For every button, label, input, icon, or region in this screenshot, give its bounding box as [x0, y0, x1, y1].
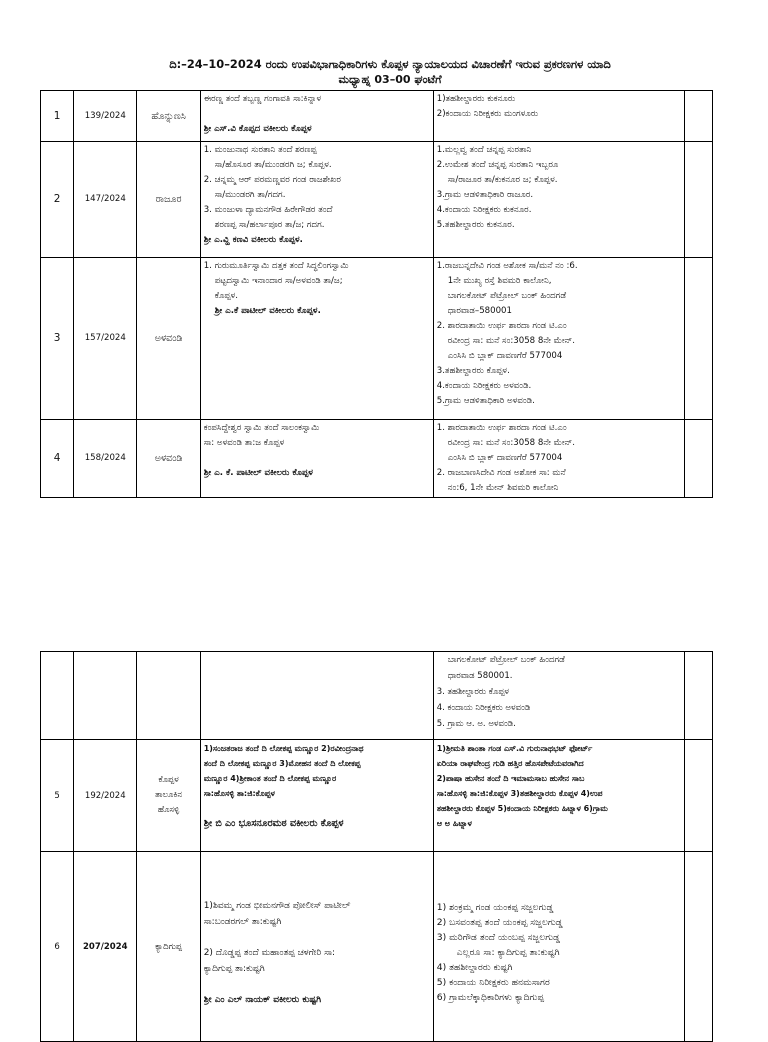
petitioner-cell [200, 652, 433, 740]
respondent-line: 1)ತಹಶೀಲ್ದಾರರು ಕುಕನೂರು [436, 94, 516, 104]
table-row [41, 142, 713, 258]
petitioner-line: ಸಾ:ಹೊಸಳ್ಳಿ ತಾ:ಜಿ:ಕೊಪ್ಪಳ [203, 789, 275, 798]
respondent-line: ಎಂಸಿಸಿ ಬಿ ಬ್ಲಾಕ್ ದಾವಣಗೆರೆ 577004 [447, 351, 563, 361]
respondent-line: 4.ಕಂದಾಯ ನಿರೀಕ್ಷಕರು ಕುಕನೂರ. [436, 205, 532, 215]
respondent-line: 1.ರಾಜಬನ್ನದೇವಿ ಗಂಡ ಅಶೋಕ ಸಾ/ಮನೆ ನಂ :6. [436, 261, 578, 271]
respondent-cell [433, 142, 684, 258]
respondent-line: 1. ಶಾರದಾತಾಯಿ ಉರ್ಫ ಶಾರದಾ ಗಂಡ ಟಿ.ಎಂ [436, 423, 567, 433]
respondent-cell [433, 91, 684, 142]
village-line: ತಾಲೂಕಿನ [154, 790, 183, 800]
petitioner-line: ಶರಣಪ್ಪ ಸಾ/ಹರ್ಲಾಪೂರ ತಾ/ಜ; ಗದಗ. [214, 220, 325, 230]
petitioner-line: ಈರಣ್ಣ ತಂದೆ ತಬ್ಬಣ್ಣ ಗಂಗಾವತಿ ಸಾ:ಕಿನ್ನಾಳ [203, 94, 322, 104]
respondent-line: 2. ರಾಜಬಾಣಸಿದೇವಿ ಗಂಡ ಅಶೋಕ ಸಾ: ಮನೆ [436, 468, 566, 478]
respondent-line: ಸಾ:ಹೊಸಳ್ಳಿ ತಾ:ಜಿ:ಕೊಪ್ಪಳ 3)ತಹಶೀಲ್ದಾರರು ಕೊಪ್ಪಳ 4)ಉಪ [436, 789, 603, 798]
village-name [137, 740, 200, 852]
petitioner-cell [200, 258, 433, 420]
respondent-line: 1.ಮಲ್ಲವ್ವ ತಂದೆ ಚನ್ನಪ್ಪ ಸುರತಾನಿ [436, 145, 532, 155]
respondent-line: 2)ಕಂದಾಯ ನಿರೀಕ್ಷಕರು ಮಂಗಳೂರು [436, 109, 539, 119]
respondent-line: ಎಲ್ಲರೂ ಸಾ: ಕ್ಯಾದಿಗುಪ್ಪ ತಾ:ಕುಷ್ಟಗಿ [456, 947, 560, 958]
serial-number: 1 [41, 91, 74, 142]
case-number: 157/2024 [74, 258, 137, 420]
case-table-page-1 [40, 90, 713, 498]
petitioner-line: ಮಣ್ಣೂರ 4)ಶ್ರೀಕಾಂತ ತಂದೆ ದಿ ಲೋಕಪ್ಪ ಮಣ್ಣೂರ [203, 774, 337, 783]
advocate-name: ಶ್ರೀ ಎಂ ಎಲ್ ನಾಯಕ್ ವಕೀಲರು ಕುಷ್ಟಗಿ [203, 995, 322, 1005]
case-number: 158/2024 [74, 420, 137, 498]
case-number: 207/2024 [74, 852, 137, 1042]
respondent-line: 3) ಮರಿಗೌಡ ತಂದೆ ಯಂಬಪ್ಪ ಸಜ್ಜಲಗುಡ್ಡ [436, 932, 561, 943]
respondent-line: 4) ತಹಶೀಲ್ದಾರರು ಕುಷ್ಟಗಿ [436, 962, 513, 973]
petitioner-line: 1)ಶಿವಮ್ಮ ಗಂಡ ಭೀಮನಗೌಡ ಪೋಲೀಸ್ ಪಾಟೀಲ್ [203, 901, 351, 911]
respondent-line: 1)ಶ್ರೀಮತಿ ಶಾಂತಾ ಗಂಡ ಎಸ್.ವಿ ಗುರುನಾಥಭಟ್ ಫೋರ್ಟ್ [436, 744, 593, 753]
respondent-line: ಧಾರವಾಡ–580001 [447, 306, 512, 316]
remarks-cell [684, 852, 712, 1042]
petitioner-line: ಸಾ/ಹೊಸೂರ ತಾ/ಮುಂಡರಗಿ ಜ; ಕೊಪ್ಪಳ. [214, 160, 332, 170]
table-row [41, 420, 713, 498]
respondent-line: ತಹಶೀಲ್ದಾರರು ಕೊಪ್ಪಳ 5)ಕಂದಾಯ ನಿರೀಕ್ಷಕರು ಹಿಟ್ನಾಳ 6)ಗ್ರಾಮ [436, 804, 608, 813]
respondent-cell [433, 258, 684, 420]
advocate-name: ಶ್ರೀ ಎ. ಕೆ. ಪಾಟೀಲ್ ವಕೀಲರು ಕೊಪ್ಪಳ [203, 468, 313, 478]
respondent-line: 2.ಉಮೇಶ ತಂದೆ ಚನ್ನಪ್ಪ ಸುರತಾನಿ ಇಬ್ಬರೂ [436, 160, 559, 170]
respondent-line: ಸಾ/ರಾಜೂರ ತಾ/ಕುಕನೂರ ಜ; ಕೊಪ್ಪಳ. [447, 175, 558, 185]
petitioner-cell [200, 91, 433, 142]
petitioner-line: 1. ಗುರುಮೂರ್ತಿಸ್ವಾಮಿ ದತ್ತಕ ತಂದೆ ಸಿದ್ಧಲಿಂಗಸ್ವಾಮಿ [203, 261, 349, 271]
respondent-cell [433, 852, 684, 1042]
village-line: ಕೊಪ್ಪಳ [158, 775, 179, 785]
petitioner-line: ಕೊಪ್ಪಳ. [214, 291, 238, 301]
respondent-line: ಏರಿಯಾ ರಾಘವೇಂದ್ರ ಗುಡಿ ಹತ್ತಿರ ಹೊಸಪೇಟೆಯವರಾಗಿದ [436, 759, 584, 768]
village-name [137, 652, 200, 740]
respondent-line: 3.ತಹಶೀಲ್ದಾರರು ಕೊಪ್ಪಳ. [436, 366, 510, 376]
petitioner-line: ಪಟ್ಟದಸ್ವಾಮಿ ಇನಾಂದಾರ ಸಾ/ಅಳವಂಡಿ ತಾ/ಜ; [214, 276, 343, 286]
respondent-line: 5) ಕಂದಾಯ ನಿರೀಕ್ಷಕರು ಹನಮಸಾಗರ [436, 977, 550, 988]
case-number [74, 652, 137, 740]
page-title: ದಿ:–24–10–2024 ರಂದು ಉಪವಿಭಾಗಾಧಿಕಾರಿಗಳು ಕೊಪ್ಪಳ ನ್ಯಾಯಾಲಯದ ವಿಚಾರಣೆಗೆ ಇರುವ ಪ್ರಕರಣಗಳ ಯಾದಿ [169, 57, 611, 71]
serial-number: 6 [41, 852, 74, 1042]
remarks-cell [684, 740, 712, 852]
petitioner-cell [200, 852, 433, 1042]
respondent-line: ಬಾಗಲಕೋಟ್ ಪೆಟ್ರೋಲ್ ಬಂಕ್ ಹಿಂದಗಡೆ [447, 655, 565, 665]
page-subtitle: ಮಧ್ಯಾಹ್ನ 03–00 ಘಂಟೆಗೆ [338, 73, 442, 86]
respondent-line: 2. ಶಾರದಾತಾಯಿ ಉರ್ಫ ಶಾರದಾ ಗಂಡ ಟಿ.ಎಂ [436, 321, 567, 331]
respondent-line: 2)ಪಾಷಾ ಹುಸೇನ ತಂದೆ ದಿ ಇಮಾಮಸಾಬ ಹುಸೇನ ಸಾಬ [436, 774, 585, 783]
serial-number: 2 [41, 142, 74, 258]
table-row [41, 652, 713, 740]
petitioner-line: ಕ್ಯಾದಿಗುಪ್ಪ ತಾ:ಕುಷ್ಟಗಿ [203, 964, 265, 974]
advocate-name: ಶ್ರೀ ಬಿ ಎಂ ಭೂಸನೂರಮಠ ವಕೀಲರು ಕೊಪ್ಪಳ [203, 818, 344, 829]
petitioner-cell [200, 420, 433, 498]
table-row [41, 852, 713, 1042]
serial-number [41, 652, 74, 740]
village-name: ಹೊನ್ನುಣಸಿ [137, 91, 200, 142]
petitioner-line: 1. ಮಂಜುನಾಥ ಸುರತಾನಿ ತಂದೆ ಶರಣಪ್ಪ [203, 145, 317, 155]
advocate-name: ಶ್ರೀ ಎ.ವ್ಹಿ ಕಣವಿ ವಕೀಲರು ಕೊಪ್ಪಳ. [203, 235, 303, 245]
petitioner-line: ಸಾ/ಮುಂಡರಗಿ ತಾ/ಗದಗ. [214, 190, 286, 200]
remarks-cell [684, 652, 712, 740]
remarks-cell [684, 142, 712, 258]
village-name: ಅಳವಂಡಿ [137, 420, 200, 498]
village-name: ರಾಜೂರ [137, 142, 200, 258]
table-row [41, 740, 713, 852]
respondent-line: 4. ಕಂದಾಯ ನಿರೀಕ್ಷಕರು ಅಳವಂಡಿ [436, 703, 531, 713]
respondent-cell [433, 420, 684, 498]
petitioner-line: ಸಾ: ಅಳವಂಡಿ ತಾ:ಜ ಕೊಪ್ಪಳ [203, 438, 285, 448]
respondent-cell [433, 652, 684, 740]
respondent-line: ಎಂಸಿಸಿ ಬಿ ಬ್ಲಾಕ್ ದಾವಣಗೆರೆ 577004 [447, 453, 563, 463]
respondent-line: ನಂ:6, 1ನೇ ಮೇನ್ ಶಿವಮರಿ ಕಾಲೋನಿ [447, 483, 559, 493]
table-row [41, 91, 713, 142]
petitioner-line: ಕಂಪಸಿದ್ದೇಶ್ವರ ಸ್ವಾಮಿ ತಂದೆ ಸಾಲಂಕಸ್ವಾಮಿ [203, 423, 320, 433]
respondent-line: 3.ಗ್ರಾಮ ಆಡಳಿತಾಧಿಕಾರಿ ರಾಜೂರ. [436, 190, 534, 200]
respondent-line: 2) ಬಸವಂತಪ್ಪ ತಂದೆ ಯಂಕಪ್ಪ ಸಜ್ಜಲಗುಡ್ಡ [436, 917, 563, 928]
remarks-cell [684, 420, 712, 498]
village-line: ಹೊಸಳ್ಳಿ [157, 805, 180, 815]
case-number: 147/2024 [74, 142, 137, 258]
petitioner-cell [200, 740, 433, 852]
respondent-line: ರವೀಂದ್ರ ಸಾ: ಮನೆ ಸಂ:3058 8ನೇ ಮೇನ್. [447, 438, 575, 448]
remarks-cell [684, 258, 712, 420]
petitioner-line: ಸಾ:ಬಂಡರಗಲ್ ತಾ:ಕುಷ್ಟಗಿ [203, 917, 282, 927]
case-table-page-2 [40, 651, 713, 1042]
petitioner-line: ತಂದೆ ದಿ ಲೋಕಪ್ಪ ಮಣ್ಣೂರ 3)ಮೋಹನ ತಂದೆ ದಿ ಲೋಕಪ್ಪ [203, 759, 361, 768]
respondent-line: 1) ಶಂಕ್ರಮ್ಮ ಗಂಡ ಯಂಕಪ್ಪ ಸಜ್ಜಲಗುಡ್ಡ [436, 902, 554, 913]
petitioner-line: 2) ದೊಡ್ಡಪ್ಪ ತಂದೆ ಮಹಾಂತಪ್ಪ ಚಳಗೇರಿ ಸಾ: [203, 948, 336, 958]
respondent-line: 3. ತಹಶೀಲ್ದಾರರು ಕೊಪ್ಪಳ [436, 687, 510, 697]
table-row [41, 258, 713, 420]
village-name: ಕ್ಯಾದಿಗುಪ್ಪ [137, 852, 200, 1042]
petitioner-line: 2. ಚನ್ನಮ್ಮ ಆರ್ ಪರಮಣ್ಣವರ ಗಂಡ ರಾಜಶೇಖರ [203, 175, 341, 185]
respondent-line: ಧಾರವಾಡ 580001. [447, 671, 513, 681]
petitioner-line: 3. ಮಂಜುಳಾ ದ್ಯಾಮನಗೌಡ ಹಿರೇಗೌಡರ ತಂದೆ [203, 205, 333, 215]
advocate-name: ಶ್ರೀ ಎಸ್.ವಿ ಕೊಪ್ಪದ ವಕೀಲರು ಕೊಪ್ಪಳ [203, 124, 312, 134]
case-number: 139/2024 [74, 91, 137, 142]
case-number: 192/2024 [74, 740, 137, 852]
petitioner-cell [200, 142, 433, 258]
respondent-line: ಬಾಗಲಕೋಟ್ ಪೆಟ್ರೋಲ್ ಬಂಕ್ ಹಿಂದಗಡೆ [447, 291, 567, 301]
respondent-line: 4.ಕಂದಾಯ ನಿರೀಕ್ಷಕರು ಅಳವಂಡಿ. [436, 381, 532, 391]
serial-number: 3 [41, 258, 74, 420]
respondent-line: 5.ತಹಶೀಲ್ದಾರರು ಕುಕನೂರ. [436, 220, 515, 230]
respondent-line: ಆ ಅ ಹಿಟ್ನಾಳ [436, 819, 472, 828]
petitioner-line: 1)ಸಂಜತರಾಜ ತಂದೆ ದಿ ಲೋಕಪ್ಪ ಮಣ್ಣೂರ 2)ರವೀಂದ್ರನಾಥ [203, 744, 364, 753]
serial-number: 5 [41, 740, 74, 852]
remarks-cell [684, 91, 712, 142]
respondent-line: 5. ಗ್ರಾಮ ಆ. ಅ. ಅಳವಂಡಿ. [436, 719, 516, 729]
advocate-name: ಶ್ರೀ ಎ.ಕೆ ಪಾಟೀಲ್ ವಕೀಲರು ಕೊಪ್ಪಳ. [214, 306, 321, 316]
respondent-line: 6) ಗ್ರಾಮಲೆಕ್ಕಾಧಿಕಾರಿಗಳು ಕ್ಯಾದಿಗುಪ್ಪ [436, 992, 545, 1003]
respondent-line: 1ನೇ ಮುಖ್ಯ ರಸ್ತೆ ಶಿವಮರಿ ಕಾಲೋನಿ, [447, 276, 552, 286]
village-name: ಅಳವಂಡಿ [137, 258, 200, 420]
respondent-line: ರವೀಂದ್ರ ಸಾ: ಮನೆ ಸಂ:3058 8ನೇ ಮೇನ್. [447, 336, 575, 346]
respondent-line: 5.ಗ್ರಾಮ ಆಡಳಿತಾಧಿಕಾರಿ ಅಳವಂಡಿ. [436, 396, 535, 406]
respondent-cell [433, 740, 684, 852]
serial-number: 4 [41, 420, 74, 498]
